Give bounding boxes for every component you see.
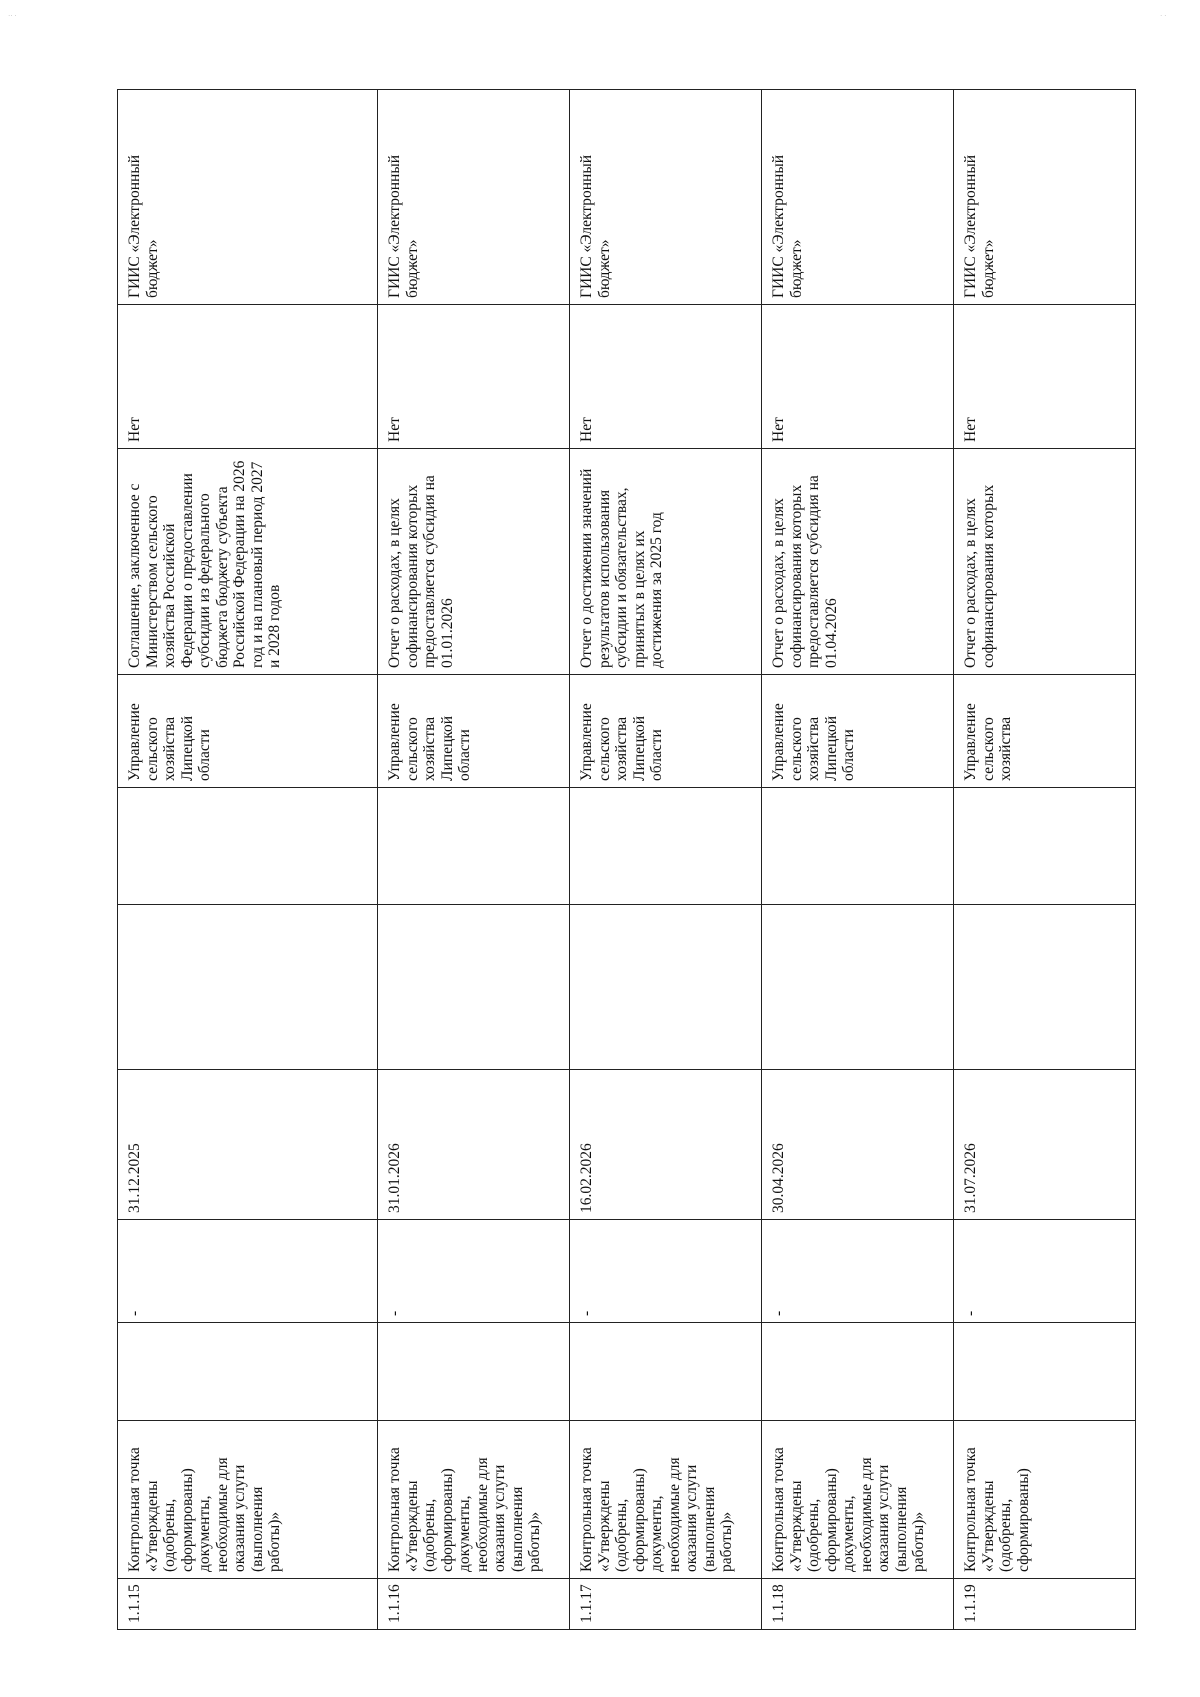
control-point-name: Контрольная точка «Утверждены (одобрены, сформированы) документы, необходимые для оказания услуги (выполнения работы)» [378,1421,570,1579]
dash-cell: - [762,1220,954,1323]
responsible-body: Управление сельского хозяйства Липецкой области [378,675,570,788]
document-description: Отчет о достижении значений результатов использования субсидии и обязательствах, принятых в целях их достижения за 2025 год [570,449,762,675]
document-description: Отчет о расходах, в целях софинансирования которых предоставляется субсидия на 01.01.2026 [378,449,570,675]
control-points-table [117,89,1136,1630]
scan-artifact: · · [1160,12,1167,20]
dash-cell: - [954,1220,1136,1323]
flag-value: Нет [954,305,1136,449]
empty-cell [762,788,954,905]
flag-value: Нет [570,305,762,449]
document-description: Соглашение, заключенное с Министерством сельского хозяйства Российской Федерации о предоставлении субсидии из федерального бюджета бюджету субъекта Российской Федерации на 2026 год и на плановый период 2027 и 2028 годов [118,449,378,675]
table-row [118,90,378,1630]
empty-cell [118,788,378,905]
deadline-date: 31.01.2026 [378,1070,570,1220]
empty-cell [954,905,1136,1070]
empty-cell [762,1323,954,1421]
dash-cell: - [118,1220,378,1323]
empty-cell [954,1323,1136,1421]
information-system: ГИИС «Электронный бюджет» [762,90,954,305]
empty-cell [570,788,762,905]
information-system: ГИИС «Электронный бюджет» [954,90,1136,305]
empty-cell [378,905,570,1070]
empty-cell [762,905,954,1070]
empty-cell [118,1323,378,1421]
deadline-date: 31.07.2026 [954,1070,1136,1220]
deadline-date: 16.02.2026 [570,1070,762,1220]
dash-cell: - [378,1220,570,1323]
deadline-date: 30.04.2026 [762,1070,954,1220]
dash-cell: - [570,1220,762,1323]
control-point-name: Контрольная точка «Утверждены (одобрены, сформированы) документы, необходимые для оказания услуги (выполнения работы)» [570,1421,762,1579]
empty-cell [378,1323,570,1421]
empty-cell [118,905,378,1070]
responsible-body: Управление сельского хозяйства Липецкой области [570,675,762,788]
responsible-body: Управление сельского хозяйства Липецкой области [118,675,378,788]
table-row [954,90,1136,1630]
information-system: ГИИС «Электронный бюджет» [118,90,378,305]
empty-cell [378,788,570,905]
rotated-table-wrapper [117,90,1135,1630]
row-number: 1.1.19 [954,1579,1136,1630]
row-number: 1.1.17 [570,1579,762,1630]
information-system: ГИИС «Электронный бюджет» [570,90,762,305]
document-description: Отчет о расходах, в целях софинансирования которых [954,449,1136,675]
scan-artifact: ·· · [8,12,17,20]
table-row [762,90,954,1630]
information-system: ГИИС «Электронный бюджет» [378,90,570,305]
row-number: 1.1.16 [378,1579,570,1630]
table-row [570,90,762,1630]
control-point-name: Контрольная точка «Утверждены (одобрены, сформированы) документы, необходимые для оказания услуги (выполнения работы)» [762,1421,954,1579]
deadline-date: 31.12.2025 [118,1070,378,1220]
table-row [378,90,570,1630]
responsible-body: Управление сельского хозяйства Липецкой области [762,675,954,788]
empty-cell [954,788,1136,905]
row-number: 1.1.15 [118,1579,378,1630]
empty-cell [570,905,762,1070]
document-description: Отчет о расходах, в целях софинансирования которых предоставляется субсидия на 01.04.2026 [762,449,954,675]
flag-value: Нет [118,305,378,449]
control-point-name: Контрольная точка «Утверждены (одобрены, сформированы) [954,1421,1136,1579]
empty-cell [570,1323,762,1421]
row-number: 1.1.18 [762,1579,954,1630]
flag-value: Нет [762,305,954,449]
responsible-body: Управление сельского хозяйства [954,675,1136,788]
flag-value: Нет [378,305,570,449]
control-point-name: Контрольная точка «Утверждены (одобрены, сформированы) документы, необходимые для оказания услуги (выполнения работы)» [118,1421,378,1579]
